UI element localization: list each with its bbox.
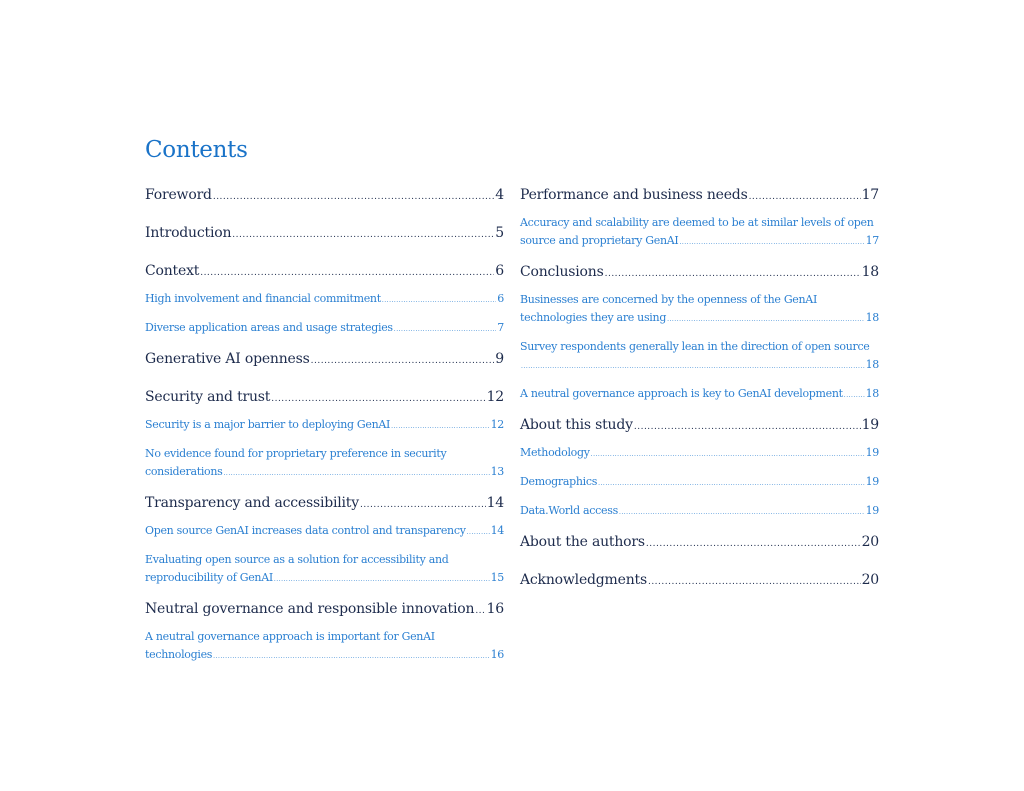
toc-page-number: 5	[495, 225, 504, 241]
toc-entry-title: Conclusions	[520, 264, 604, 280]
dot-leader	[224, 463, 490, 483]
toc-entry-title: Acknowledgments	[520, 572, 647, 588]
toc-subsection-link[interactable]	[520, 214, 879, 252]
toc-subsection-link[interactable]	[145, 522, 504, 542]
toc-section-link[interactable]	[520, 569, 879, 593]
toc-entry-line	[520, 184, 879, 208]
toc-subsection-link[interactable]	[145, 628, 504, 666]
dot-leader	[382, 290, 496, 310]
toc-subsection-link[interactable]	[520, 385, 879, 405]
toc-section-link[interactable]	[520, 184, 879, 208]
toc-entry-title: A neutral governance approach is key to GenAI development	[520, 387, 843, 400]
toc-entry-title-line2: technologies they are using	[520, 311, 667, 324]
dot-leader	[274, 569, 490, 589]
dot-leader	[521, 356, 865, 376]
dot-leader	[475, 598, 485, 622]
toc-entry-title: Data.World access	[520, 504, 618, 517]
toc-section-link[interactable]	[520, 531, 879, 555]
toc-entry-line	[145, 184, 504, 208]
dot-leader	[591, 444, 865, 464]
dot-leader	[213, 646, 489, 666]
toc-page-number: 12	[486, 389, 504, 405]
toc-entry-title-line2: technologies	[145, 648, 213, 661]
toc-page-number: 14	[490, 524, 504, 537]
toc-entry-line	[145, 598, 504, 622]
toc-subsection-link[interactable]	[520, 473, 879, 493]
toc-entry-title: Demographics	[520, 475, 598, 488]
dot-leader	[619, 502, 865, 522]
toc-entry-title-line1: Evaluating open source as a solution for accessibility and	[145, 553, 449, 566]
toc-page-number: 12	[490, 418, 504, 431]
toc-entry-title: Neutral governance and responsible innovation	[145, 601, 475, 617]
toc-entry-line	[145, 290, 504, 310]
toc-page-number: 6	[495, 263, 504, 279]
toc-entry-title-line2: source and proprietary GenAI	[520, 234, 679, 247]
toc-page-number: 19	[865, 446, 879, 459]
toc-entry-title-line1: Survey respondents generally lean in the direction of open source	[520, 340, 870, 353]
toc-left-column	[145, 184, 504, 675]
toc-entry-title: Open source GenAI increases data control and transparency	[145, 524, 466, 537]
toc-page-number: 14	[486, 495, 504, 511]
toc-entry-line	[520, 444, 879, 464]
toc-page-number: 13	[490, 465, 504, 478]
toc-entry-line	[520, 502, 879, 522]
toc-entry-title-line1: No evidence found for proprietary preference in security	[145, 447, 447, 460]
toc-subsection-link[interactable]	[520, 338, 879, 376]
toc-entry-title: High involvement and financial commitment	[145, 292, 381, 305]
toc-page-number: 18	[865, 311, 879, 324]
toc-page-number: 19	[865, 475, 879, 488]
toc-entry-title: Context	[145, 263, 200, 279]
toc-entry-title-line1: Accuracy and scalability are deemed to be at similar levels of open	[520, 216, 874, 229]
toc-entry-line	[520, 261, 879, 285]
toc-subsection-link[interactable]	[145, 319, 504, 339]
dot-leader	[667, 309, 865, 329]
toc-entry-title-line2: reproducibility of GenAI	[145, 571, 273, 584]
dot-leader	[360, 492, 486, 516]
dot-leader	[598, 473, 865, 493]
toc-entry-title: Generative AI openness	[145, 351, 310, 367]
toc-page-number: 20	[861, 534, 879, 550]
toc-right-column	[520, 184, 879, 607]
dot-leader	[311, 348, 495, 372]
toc-entry-line	[520, 473, 879, 493]
toc-entry-line	[520, 414, 879, 438]
toc-entry-line	[520, 569, 879, 593]
toc-page-number: 18	[865, 358, 879, 371]
toc-entry-line	[145, 348, 504, 372]
dot-leader	[391, 416, 490, 436]
page-title: Contents	[145, 137, 248, 164]
dot-leader	[605, 261, 861, 285]
toc-entry-line	[520, 309, 879, 329]
toc-entry-title: Methodology	[520, 446, 590, 459]
toc-page-number: 16	[490, 648, 504, 661]
toc-entry-title: Security and trust	[145, 389, 271, 405]
toc-page-number: 17	[865, 234, 879, 247]
toc-page-number: 19	[865, 504, 879, 517]
toc-page-number: 18	[861, 264, 879, 280]
dot-leader	[200, 260, 494, 284]
toc-entry-line	[520, 356, 879, 376]
toc-page-number: 17	[861, 187, 879, 203]
toc-page-number: 4	[495, 187, 504, 203]
toc-section-link[interactable]	[520, 414, 879, 438]
toc-entry-title-line2: considerations	[145, 465, 223, 478]
toc-entry-title: Security is a major barrier to deploying GenAI	[145, 418, 391, 431]
toc-entry-line	[145, 416, 504, 436]
toc-subsection-link[interactable]	[520, 291, 879, 329]
dot-leader	[648, 569, 861, 593]
toc-page-number: 16	[486, 601, 504, 617]
toc-subsection-link[interactable]	[520, 444, 879, 464]
toc-subsection-link[interactable]	[145, 551, 504, 589]
toc-page-number: 20	[861, 572, 879, 588]
toc-entry-title: Transparency and accessibility	[145, 495, 359, 511]
toc-entry-title: Introduction	[145, 225, 232, 241]
toc-section-link[interactable]	[145, 348, 504, 372]
dot-leader	[646, 531, 861, 555]
toc-entry-title: Diverse application areas and usage strategies	[145, 321, 393, 334]
toc-entry-line	[145, 522, 504, 542]
toc-page-number: 15	[490, 571, 504, 584]
toc-section-link[interactable]	[145, 222, 504, 246]
toc-entry-title: Performance and business needs	[520, 187, 748, 203]
toc-entry-line	[145, 492, 504, 516]
toc-section-link[interactable]	[145, 386, 504, 410]
toc-subsection-link[interactable]	[145, 445, 504, 483]
dot-leader	[394, 319, 497, 339]
toc-entry-line	[145, 646, 504, 666]
toc-entry-title: Foreword	[145, 187, 212, 203]
toc-section-link[interactable]	[145, 598, 504, 622]
toc-entry-line	[520, 232, 879, 252]
toc-entry-line	[145, 386, 504, 410]
dot-leader	[679, 232, 864, 252]
toc-subsection-link[interactable]	[145, 416, 504, 436]
toc-subsection-link[interactable]	[145, 290, 504, 310]
toc-section-link[interactable]	[145, 492, 504, 516]
dot-leader	[271, 386, 485, 410]
dot-leader	[467, 522, 490, 542]
dot-leader	[213, 184, 494, 208]
toc-entry-title: About this study	[520, 417, 633, 433]
toc-entry-title-line1: A neutral governance approach is important for GenAI	[145, 630, 435, 643]
toc-entry-title-line1: Businesses are concerned by the openness of the GenAI	[520, 293, 817, 306]
dot-leader	[634, 414, 861, 438]
toc-entry-line	[520, 385, 879, 405]
toc-entry-line	[520, 531, 879, 555]
toc-page-number: 18	[865, 387, 879, 400]
toc-section-link[interactable]	[520, 261, 879, 285]
dot-leader	[749, 184, 861, 208]
toc-entry-line	[145, 319, 504, 339]
toc-entry-line	[145, 222, 504, 246]
toc-section-link[interactable]	[145, 184, 504, 208]
toc-page-number: 6	[497, 292, 504, 305]
toc-page-number: 19	[861, 417, 879, 433]
toc-subsection-link[interactable]	[520, 502, 879, 522]
toc-entry-line	[145, 569, 504, 589]
dot-leader	[844, 385, 865, 405]
toc-page-number: 7	[497, 321, 504, 334]
toc-entry-line	[145, 463, 504, 483]
toc-entry-line	[145, 260, 504, 284]
dot-leader	[232, 222, 494, 246]
toc-page-number: 9	[495, 351, 504, 367]
toc-entry-title: About the authors	[520, 534, 645, 550]
toc-section-link[interactable]	[145, 260, 504, 284]
